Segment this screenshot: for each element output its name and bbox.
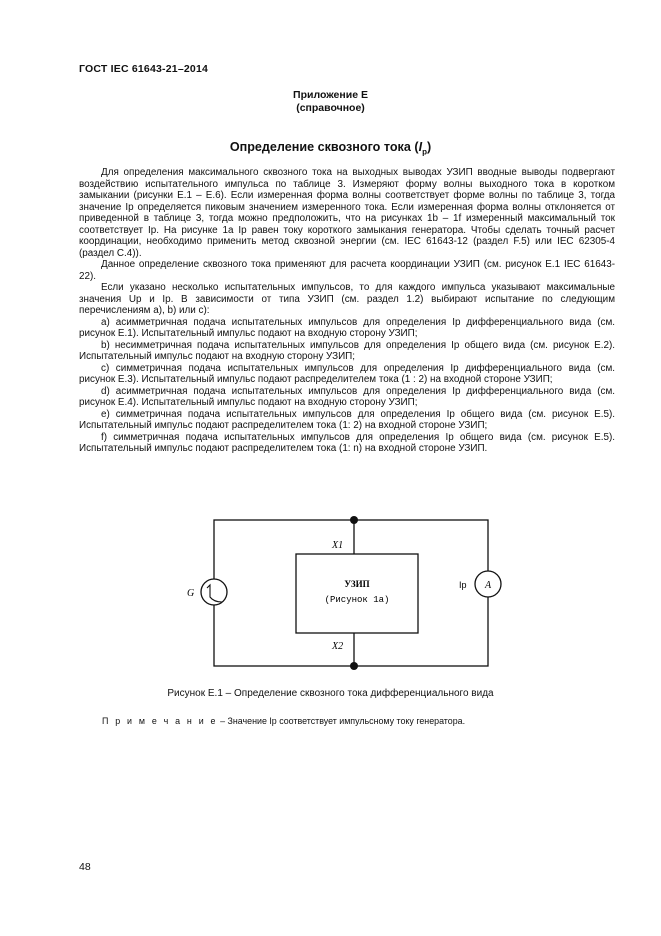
label-ammeter: A [484,580,492,591]
section-title-prefix: Определение сквозного тока ( [229,140,419,154]
terminal-x2 [350,662,358,670]
section-title-var: I [418,140,423,154]
appendix-subtitle: (справочное) [296,102,365,114]
label-x1: X1 [332,540,344,551]
paragraph: Данное определение сквозного тока применяют для расчета координации УЗИП (см. рисунок Е.1 IEC 61643-22). [79,259,615,282]
appendix-heading [0,89,661,115]
label-ip: Ip [459,580,467,590]
list-item-c: с) симметричная подача испытательных импульсов для определения Ip дифференциального вида (см. рисунок Е.3). Испытательный импульс подают распределителем тока (1 : 2) на входной стороне УЗИП; [79,362,615,385]
list-item-b: b) несимметричная подача испытательных импульсов для определения Ip общего вида (см. рисунок Е.2). Испытательный импульс подают на входную сторону УЗИП; [79,339,615,362]
document-header: ГОСТ IEC 61643-21–2014 [79,63,209,75]
list-item-a: а) асимметричная подача испытательных импульсов для определения Ip дифференциального вида (см. рисунок Е.1). Испытательный импульс подают на входную сторону УЗИП; [79,316,615,339]
appendix-title: Приложение Е [293,89,368,101]
note-prefix: П р и м е ч а н и е [102,716,218,726]
label-generator: G [187,588,195,599]
note [102,716,465,726]
spd-box-subtitle: (Рисунок 1a) [324,595,390,605]
body-text [79,167,615,455]
note-text: – Значение Ip соответствует импульсному току генератора. [217,716,466,726]
section-title [0,140,661,157]
list-item-f: f) симметричная подача испытательных импульсов для определения Ip общего вида (см. рисунок Е.5). Испытательный импульс подают распределителем тока (1: n) на входной стороне УЗИП. [79,431,615,454]
figure-caption: Рисунок Е.1 – Определение сквозного тока дифференциального вида [167,688,494,699]
list-item-d: d) асимметричная подача испытательных импульсов для определения Ip дифференциального вида (см. рисунок Е.4). Испытательный импульс подают на входную сторону УЗИП; [79,385,615,408]
generator-symbol [201,579,227,605]
label-x2: X2 [332,641,344,652]
paragraph: Для определения максимального сквозного тока на выходных выводах УЗИП вводные выводы подвергают воздействию испытательного импульса по таблице 3. Измеряют форму волны выходного тока в коротком замыкании (рисунки Е.1 – Е.6). Если измеренная форма волны соответствует форме волны по таблице 3, тогда значение Ip определяется пиковым значением измеренного тока. Если измеренная форма волны отклоняется от приведенной в таблице 3, тогда можно предположить, что на рисунках 1b – 1f измеренный максимальный ток соответствует Ip. На рисунке 1а Ip равен току короткого замыкания генератора. Чтобы сделать точный расчет координации, необходимо применить метод сквозной энергии (см. IEC 61643-12 (раздел F.5) или IEC 62305-4 (раздел С.4)). [79,167,615,259]
spd-box [296,554,418,633]
paragraph: Если указано несколько испытательных импульсов, то для каждого импульса указывают максимальные значения Up и Ip. В зависимости от типа УЗИП (см. раздел 1.2) выбирают испытание по следующим перечислениям а), b) или с): [79,282,615,316]
terminal-x1 [350,516,358,524]
page-number: 48 [79,861,91,873]
list-item-e: е) симметричная подача испытательных импульсов для определения Ip общего вида (см. рисунок Е.5). Испытательный импульс подают распределителем тока (1: 2) на входной стороне УЗИП; [79,408,615,431]
spd-box-title: УЗИП [344,579,370,589]
section-title-suffix: ) [426,140,432,154]
circuit-diagram [180,512,520,672]
section-title-sub: p [422,147,427,157]
